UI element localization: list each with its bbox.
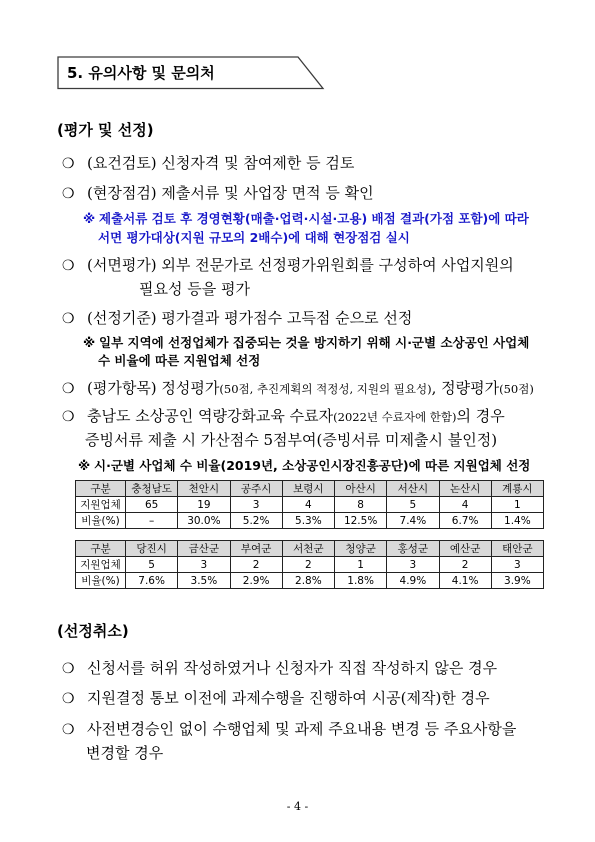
table-header-cell: 청양군 bbox=[335, 541, 387, 557]
site-check-note-continuation: 서면 평가대상(지원 규모의 2배수)에 대해 현장점검 실시 bbox=[98, 230, 410, 245]
table-header-cell: 계룡시 bbox=[491, 481, 543, 497]
item-text: (현장점검) 제출서류 및 사업장 면적 등 확인 bbox=[87, 184, 374, 202]
item-text: 지원결정 통보 이전에 과제수행을 진행하여 시공(제작)한 경우 bbox=[87, 689, 490, 707]
table-cell: 1.4% bbox=[491, 513, 543, 529]
table-header-cell: 충청남도 bbox=[126, 481, 178, 497]
table-header-cell: 태안군 bbox=[491, 541, 543, 557]
criteria-note-continuation: 수 비율에 따른 지원업체 선정 bbox=[98, 353, 261, 368]
circle-bullet-icon: ❍ bbox=[62, 186, 75, 202]
list-item-site-check bbox=[62, 183, 374, 204]
criteria-note bbox=[83, 335, 529, 351]
table-cell: 2 bbox=[439, 557, 491, 573]
table-cell: 지원업체 bbox=[76, 557, 126, 573]
table-header-cell: 논산시 bbox=[439, 481, 491, 497]
table-cell: 3 bbox=[491, 557, 543, 573]
list-item-document-review bbox=[62, 255, 514, 276]
ratio-table-2 bbox=[75, 540, 544, 589]
cancel-unapproved-change-continuation: 변경할 경우 bbox=[86, 744, 164, 762]
table-cell: 7.4% bbox=[387, 513, 439, 529]
reference-mark-icon: ※ bbox=[83, 335, 96, 350]
item-text: 신청서를 허위 작성하였거나 신청자가 직접 작성하지 않은 경우 bbox=[87, 659, 498, 677]
table-header-cell: 구분 bbox=[76, 541, 126, 557]
item-text: (요건검토) 신청자격 및 참여제한 등 검토 bbox=[87, 154, 355, 172]
table-row bbox=[76, 513, 544, 529]
list-item-cancel-false-application bbox=[62, 658, 497, 679]
table-cell: 6.7% bbox=[439, 513, 491, 529]
table-header-cell: 구분 bbox=[76, 481, 126, 497]
table-header-cell: 부여군 bbox=[230, 541, 282, 557]
item-text-middle: , 정량평가 bbox=[431, 379, 500, 397]
table-cell: 5.2% bbox=[230, 513, 282, 529]
reference-mark-icon: ※ bbox=[83, 211, 96, 226]
table-cell: 4.1% bbox=[439, 573, 491, 589]
circle-bullet-icon: ❍ bbox=[62, 409, 75, 425]
table-header-cell: 예산군 bbox=[439, 541, 491, 557]
table-cell: 지원업체 bbox=[76, 497, 126, 513]
table-row bbox=[76, 573, 544, 589]
table-cell: 19 bbox=[178, 497, 230, 513]
list-item-bonus bbox=[62, 406, 505, 427]
table-cell: 5 bbox=[387, 497, 439, 513]
bonus-detail: (2022년 수료자에 한함) bbox=[333, 410, 457, 424]
circle-bullet-icon: ❍ bbox=[62, 661, 75, 677]
table-header-cell: 아산시 bbox=[335, 481, 387, 497]
item-text-tail: 의 경우 bbox=[456, 407, 505, 425]
table-cell: 12.5% bbox=[335, 513, 387, 529]
table-cell: 2 bbox=[282, 557, 334, 573]
table-header-cell: 홍성군 bbox=[387, 541, 439, 557]
table-header-cell: 공주시 bbox=[230, 481, 282, 497]
table-cell: 비율(%) bbox=[76, 573, 126, 589]
circle-bullet-icon: ❍ bbox=[62, 258, 75, 274]
item-text: 사전변경승인 없이 수행업체 및 과제 주요내용 변경 등 주요사항을 bbox=[87, 720, 517, 738]
evaluation-heading: (평가 및 선정) bbox=[57, 121, 154, 139]
table-cell: 5.3% bbox=[282, 513, 334, 529]
list-item-cancel-early-work bbox=[62, 688, 490, 709]
table-cell: 2.9% bbox=[230, 573, 282, 589]
table-cell: 1 bbox=[335, 557, 387, 573]
table-cell: 65 bbox=[126, 497, 178, 513]
table-cell: 1.8% bbox=[335, 573, 387, 589]
table-header-cell: 보령시 bbox=[282, 481, 334, 497]
item-text: (서면평가) 외부 전문가로 선정평가위원회를 구성하여 사업지원의 bbox=[87, 256, 514, 274]
circle-bullet-icon: ❍ bbox=[62, 381, 75, 397]
item-text: (평가항목) 정성평가 bbox=[87, 379, 220, 397]
page-number: - 4 - bbox=[286, 800, 309, 813]
table-cell: 3 bbox=[230, 497, 282, 513]
table-header-cell: 천안시 bbox=[178, 481, 230, 497]
table-cell: 4 bbox=[282, 497, 334, 513]
table-cell: 3.5% bbox=[178, 573, 230, 589]
table-row bbox=[76, 557, 544, 573]
table-cell: 3 bbox=[387, 557, 439, 573]
table-cell: 7.6% bbox=[126, 573, 178, 589]
table-cell: 30.0% bbox=[178, 513, 230, 529]
table-header-row bbox=[76, 541, 544, 557]
circle-bullet-icon: ❍ bbox=[62, 722, 75, 738]
item-text: 충남도 소상공인 역량강화교육 수료자 bbox=[87, 407, 334, 425]
table-cell: 2 bbox=[230, 557, 282, 573]
table-cell: 8 bbox=[335, 497, 387, 513]
circle-bullet-icon: ❍ bbox=[62, 691, 75, 707]
list-item-cancel-unapproved-change bbox=[62, 719, 516, 740]
quantitative-detail: (50점) bbox=[499, 382, 534, 396]
table-cell: 4 bbox=[439, 497, 491, 513]
table-cell: 비율(%) bbox=[76, 513, 126, 529]
table-cell: 1 bbox=[491, 497, 543, 513]
table-header-cell: 금산군 bbox=[178, 541, 230, 557]
table-header-cell: 당진시 bbox=[126, 541, 178, 557]
table-header-cell: 서천군 bbox=[282, 541, 334, 557]
ratio-note bbox=[78, 458, 530, 474]
ratio-table-1 bbox=[75, 480, 544, 529]
table-cell: 4.9% bbox=[387, 573, 439, 589]
circle-bullet-icon: ❍ bbox=[62, 311, 75, 327]
table-header-row bbox=[76, 481, 544, 497]
site-check-note bbox=[83, 211, 529, 227]
table-cell: 2.8% bbox=[282, 573, 334, 589]
bonus-continuation: 증빙서류 제출 시 가산점수 5점부여(증빙서류 미제출시 불인정) bbox=[85, 431, 498, 449]
table-cell: 3 bbox=[178, 557, 230, 573]
table-cell: – bbox=[126, 513, 178, 529]
qualitative-detail: (50점, 추진계획의 적정성, 지원의 필요성) bbox=[219, 382, 432, 396]
reference-mark-icon: ※ bbox=[78, 458, 91, 473]
section-title: 5. 유의사항 및 문의처 bbox=[67, 64, 215, 82]
note-text: 일부 지역에 선정업체가 집중되는 것을 방지하기 위해 시·군별 소상공인 사업체 bbox=[99, 335, 530, 350]
table-row bbox=[76, 497, 544, 513]
list-item-review bbox=[62, 153, 354, 174]
list-item-criteria bbox=[62, 308, 412, 329]
table-cell: 5 bbox=[126, 557, 178, 573]
note-text: 시·군별 사업체 수 비율(2019년, 소상공인시장진흥공단)에 따른 지원업체 선정 bbox=[94, 458, 531, 473]
table-cell: 3.9% bbox=[491, 573, 543, 589]
cancellation-heading: (선정취소) bbox=[57, 622, 129, 640]
circle-bullet-icon: ❍ bbox=[62, 156, 75, 172]
note-text: 제출서류 검토 후 경영현황(매출·업력·시설·고용) 배점 결과(가점 포함)에 따라 bbox=[99, 211, 529, 226]
table-header-cell: 서산시 bbox=[387, 481, 439, 497]
list-item-evaluation-items bbox=[62, 378, 534, 399]
document-review-continuation: 필요성 등을 평가 bbox=[139, 280, 250, 298]
item-text: (선정기준) 평가결과 평가점수 고득점 순으로 선정 bbox=[87, 309, 413, 327]
